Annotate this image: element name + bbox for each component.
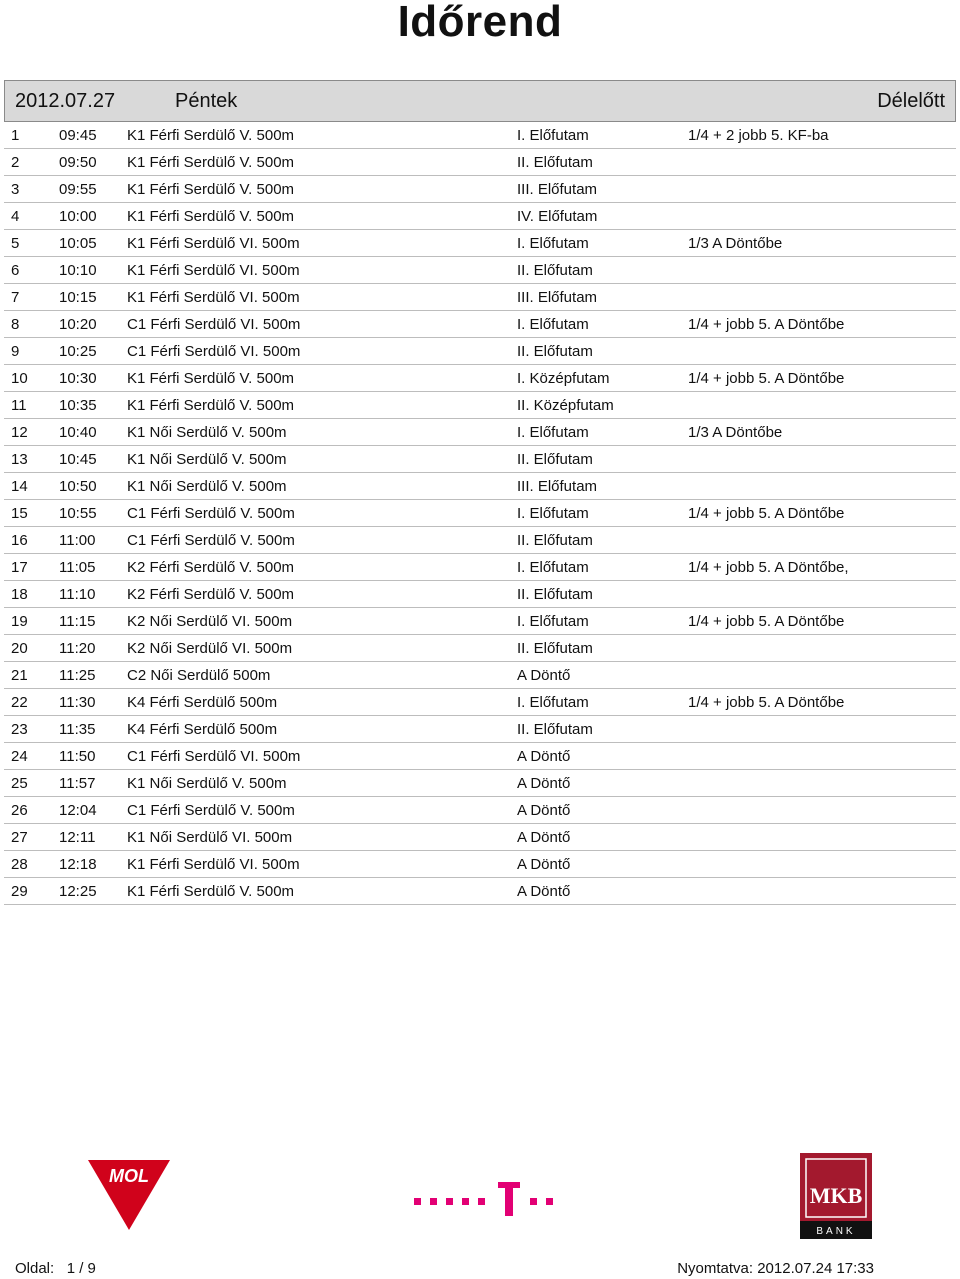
- row-heat: A Döntő: [517, 883, 571, 900]
- row-time: 10:05: [59, 235, 97, 252]
- row-event: K1 Férfi Serdülő VI. 500m: [127, 235, 300, 252]
- row-event: K1 Női Serdülő V. 500m: [127, 478, 287, 495]
- page-value: 1 / 9: [66, 1260, 96, 1277]
- row-number: 24: [11, 748, 28, 765]
- row-event: C1 Férfi Serdülő VI. 500m: [127, 748, 301, 765]
- row-time: 11:10: [59, 586, 96, 603]
- row-advancement: 1/4 + 2 jobb 5. KF-ba: [688, 127, 829, 144]
- row-advancement: 1/4 + jobb 5. A Döntőbe: [688, 694, 845, 711]
- row-event: K1 Női Serdülő VI. 500m: [127, 829, 293, 846]
- printed-label: Nyomtatva:: [677, 1260, 754, 1277]
- row-heat: I. Előfutam: [517, 559, 589, 576]
- row-event: C1 Férfi Serdülő VI. 500m: [127, 316, 301, 333]
- row-time: 11:20: [59, 640, 96, 657]
- row-number: 13: [11, 451, 28, 468]
- row-number: 10: [11, 370, 28, 387]
- row-time: 12:04: [59, 802, 97, 819]
- schedule-row: [4, 581, 956, 608]
- row-event: C2 Női Serdülő 500m: [127, 667, 271, 684]
- schedule-row: [4, 878, 956, 905]
- schedule-row: [4, 284, 956, 311]
- schedule-row: [4, 473, 956, 500]
- row-heat: II. Előfutam: [517, 451, 593, 468]
- row-advancement: 1/4 + jobb 5. A Döntőbe: [688, 505, 845, 522]
- printed-timestamp: [677, 1260, 874, 1277]
- row-number: 29: [11, 883, 28, 900]
- schedule-row: [4, 527, 956, 554]
- schedule-row: [4, 149, 956, 176]
- row-time: 11:15: [59, 613, 96, 630]
- schedule-row: [4, 230, 956, 257]
- row-number: 19: [11, 613, 28, 630]
- schedule-row: [4, 338, 956, 365]
- row-event: C1 Férfi Serdülő V. 500m: [127, 505, 295, 522]
- schedule-row: [4, 446, 956, 473]
- row-number: 17: [11, 559, 28, 576]
- row-event: K1 Férfi Serdülő VI. 500m: [127, 262, 300, 279]
- schedule-row: [4, 716, 956, 743]
- schedule-row: [4, 392, 956, 419]
- schedule-table: [4, 122, 956, 905]
- sponsor-logos: [0, 1150, 960, 1240]
- row-number: 7: [11, 289, 20, 306]
- row-heat: A Döntő: [517, 829, 571, 846]
- row-event: K1 Férfi Serdülő V. 500m: [127, 154, 295, 171]
- row-heat: A Döntő: [517, 748, 571, 765]
- row-event: C1 Férfi Serdülő VI. 500m: [127, 343, 301, 360]
- row-time: 10:50: [59, 478, 97, 495]
- row-time: 11:05: [59, 559, 96, 576]
- row-number: 20: [11, 640, 28, 657]
- schedule-row: [4, 122, 956, 149]
- row-number: 11: [11, 397, 27, 414]
- row-heat: I. Előfutam: [517, 127, 589, 144]
- row-number: 15: [11, 505, 28, 522]
- row-time: 09:45: [59, 127, 97, 144]
- row-heat: III. Előfutam: [517, 181, 598, 198]
- row-number: 27: [11, 829, 28, 846]
- row-time: 10:45: [59, 451, 97, 468]
- row-time: 11:57: [59, 775, 96, 792]
- row-heat: A Döntő: [517, 775, 571, 792]
- row-time: 11:30: [59, 694, 96, 711]
- row-heat: II. Előfutam: [517, 721, 593, 738]
- row-heat: III. Előfutam: [517, 478, 598, 495]
- page-label: Oldal:: [15, 1260, 55, 1277]
- schedule-row: [4, 770, 956, 797]
- row-time: 11:00: [59, 532, 96, 549]
- day-date: 2012.07.27: [15, 90, 116, 112]
- row-time: 11:25: [59, 667, 96, 684]
- schedule-row: [4, 176, 956, 203]
- row-event: K1 Férfi Serdülő V. 500m: [127, 397, 295, 414]
- schedule-row: [4, 203, 956, 230]
- row-number: 14: [11, 478, 28, 495]
- schedule-row: [4, 554, 956, 581]
- row-number: 22: [11, 694, 28, 711]
- day-part: Délelőtt: [877, 90, 945, 112]
- day-header-bar: [4, 80, 956, 122]
- row-advancement: 1/4 + jobb 5. A Döntőbe: [688, 613, 845, 630]
- row-event: K1 Női Serdülő V. 500m: [127, 424, 287, 441]
- row-event: K1 Férfi Serdülő V. 500m: [127, 208, 295, 225]
- schedule-row: [4, 608, 956, 635]
- row-heat: II. Előfutam: [517, 262, 593, 279]
- row-time: 10:20: [59, 316, 97, 333]
- row-number: 8: [11, 316, 20, 333]
- schedule-row: [4, 743, 956, 770]
- row-event: K1 Férfi Serdülő VI. 500m: [127, 289, 300, 306]
- schedule-row: [4, 851, 956, 878]
- row-time: 10:25: [59, 343, 97, 360]
- row-number: 1: [11, 127, 20, 144]
- row-time: 11:35: [59, 721, 96, 738]
- schedule-row: [4, 797, 956, 824]
- row-advancement: 1/4 + jobb 5. A Döntőbe: [688, 370, 845, 387]
- row-heat: II. Előfutam: [517, 343, 593, 360]
- row-heat: III. Előfutam: [517, 289, 598, 306]
- row-event: K1 Női Serdülő V. 500m: [127, 451, 287, 468]
- row-advancement: 1/3 A Döntőbe: [688, 235, 783, 252]
- row-event: K2 Női Serdülő VI. 500m: [127, 640, 293, 657]
- row-heat: I. Előfutam: [517, 235, 589, 252]
- row-number: 25: [11, 775, 28, 792]
- row-number: 28: [11, 856, 28, 873]
- row-number: 12: [11, 424, 28, 441]
- row-heat: II. Középfutam: [517, 397, 614, 414]
- mkb-logo-subtext: BANK: [816, 1226, 856, 1237]
- day-name: Péntek: [175, 90, 238, 112]
- row-time: 10:40: [59, 424, 97, 441]
- schedule-row: [4, 689, 956, 716]
- row-event: K1 Férfi Serdülő V. 500m: [127, 883, 295, 900]
- row-event: K4 Férfi Serdülő 500m: [127, 721, 278, 738]
- row-advancement: 1/4 + jobb 5. A Döntőbe: [688, 316, 845, 333]
- row-time: 09:50: [59, 154, 97, 171]
- row-number: 21: [11, 667, 28, 684]
- schedule-row: [4, 635, 956, 662]
- row-event: K1 Férfi Serdülő VI. 500m: [127, 856, 300, 873]
- row-time: 11:50: [59, 748, 96, 765]
- row-heat: I. Előfutam: [517, 505, 589, 522]
- row-time: 10:15: [59, 289, 97, 306]
- row-number: 9: [11, 343, 20, 360]
- row-time: 10:35: [59, 397, 97, 414]
- mol-logo-text: MOL: [109, 1166, 149, 1186]
- row-event: K4 Férfi Serdülő 500m: [127, 694, 278, 711]
- row-heat: II. Előfutam: [517, 532, 593, 549]
- row-time: 10:10: [59, 262, 97, 279]
- row-heat: I. Előfutam: [517, 424, 589, 441]
- row-time: 09:55: [59, 181, 97, 198]
- row-heat: A Döntő: [517, 667, 571, 684]
- row-number: 6: [11, 262, 20, 279]
- page-number: [15, 1260, 96, 1277]
- row-time: 10:30: [59, 370, 97, 387]
- row-event: C1 Férfi Serdülő V. 500m: [127, 532, 295, 549]
- row-time: 12:11: [59, 829, 96, 846]
- schedule-row: [4, 365, 956, 392]
- row-event: K1 Női Serdülő V. 500m: [127, 775, 287, 792]
- schedule-row: [4, 662, 956, 689]
- row-number: 18: [11, 586, 28, 603]
- telekom-logo: [412, 1180, 562, 1220]
- row-heat: II. Előfutam: [517, 154, 593, 171]
- row-heat: I. Középfutam: [517, 370, 610, 387]
- row-number: 16: [11, 532, 28, 549]
- row-event: K1 Férfi Serdülő V. 500m: [127, 370, 295, 387]
- row-number: 2: [11, 154, 20, 171]
- mol-logo: [88, 1160, 170, 1230]
- row-heat: I. Előfutam: [517, 613, 589, 630]
- row-event: C1 Férfi Serdülő V. 500m: [127, 802, 295, 819]
- row-heat: A Döntő: [517, 856, 571, 873]
- row-heat: II. Előfutam: [517, 586, 593, 603]
- row-time: 10:55: [59, 505, 97, 522]
- row-advancement: 1/3 A Döntőbe: [688, 424, 783, 441]
- row-event: K1 Férfi Serdülő V. 500m: [127, 127, 295, 144]
- schedule-row: [4, 419, 956, 446]
- row-number: 5: [11, 235, 20, 252]
- row-time: 10:00: [59, 208, 97, 225]
- mkb-bank-logo: [800, 1153, 872, 1239]
- page-title: Időrend: [397, 0, 563, 46]
- schedule-row: [4, 311, 956, 338]
- row-heat: A Döntő: [517, 802, 571, 819]
- row-heat: I. Előfutam: [517, 694, 589, 711]
- row-heat: I. Előfutam: [517, 316, 589, 333]
- row-heat: IV. Előfutam: [517, 208, 598, 225]
- row-event: K1 Férfi Serdülő V. 500m: [127, 181, 295, 198]
- row-number: 3: [11, 181, 20, 198]
- row-time: 12:18: [59, 856, 97, 873]
- row-advancement: 1/4 + jobb 5. A Döntőbe,: [688, 559, 849, 576]
- row-event: K2 Női Serdülő VI. 500m: [127, 613, 293, 630]
- printed-value: 2012.07.24 17:33: [757, 1260, 874, 1277]
- row-event: K2 Férfi Serdülő V. 500m: [127, 559, 295, 576]
- row-time: 12:25: [59, 883, 97, 900]
- mkb-logo-text: MKB: [809, 1183, 863, 1208]
- row-number: 4: [11, 208, 20, 225]
- schedule-row: [4, 500, 956, 527]
- schedule-row: [4, 824, 956, 851]
- schedule-row: [4, 257, 956, 284]
- row-heat: II. Előfutam: [517, 640, 593, 657]
- row-number: 23: [11, 721, 28, 738]
- row-event: K2 Férfi Serdülő V. 500m: [127, 586, 295, 603]
- row-number: 26: [11, 802, 28, 819]
